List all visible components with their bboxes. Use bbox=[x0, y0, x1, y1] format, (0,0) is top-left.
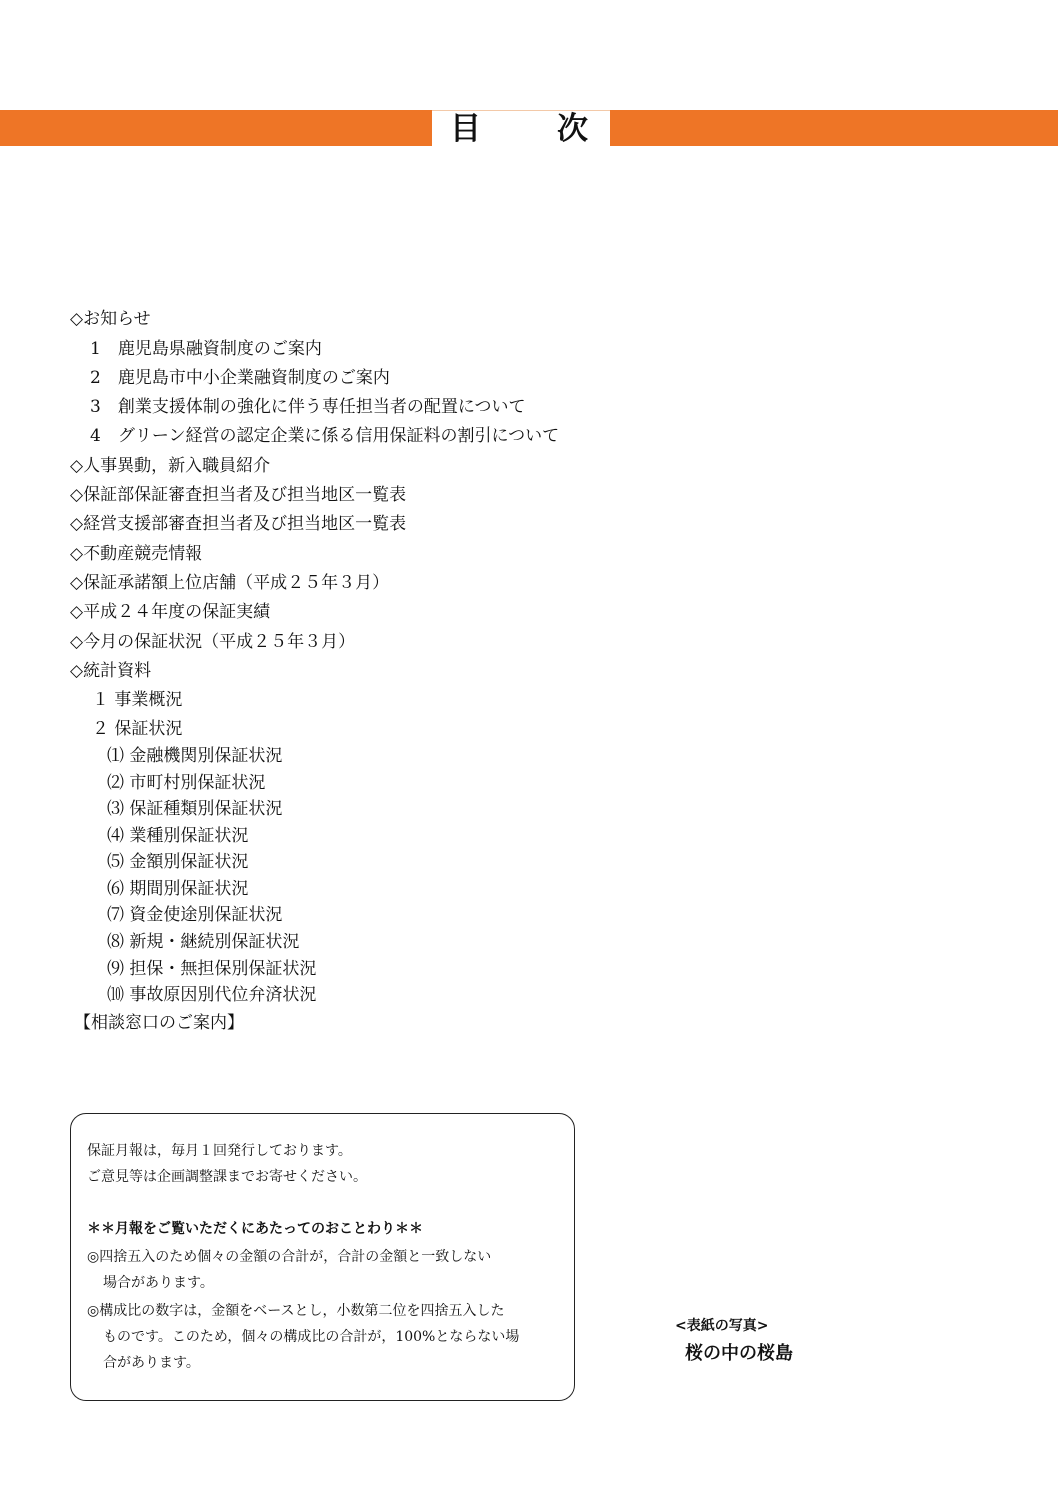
toc-section-notices: ◇お知らせ bbox=[70, 309, 151, 329]
header-band-right bbox=[610, 110, 1058, 146]
header-title-area bbox=[432, 110, 610, 146]
toc-subitem: ⑷ 業種別保証状況 bbox=[107, 826, 249, 846]
toc-item: 4 グリーン経営の認定企業に係る信用保証料の割引について bbox=[90, 426, 560, 446]
toc-subitem: ⑵ 市町村別保証状況 bbox=[107, 773, 266, 793]
toc-section: ◇今月の保証状況（平成２５年３月） bbox=[70, 632, 356, 652]
page-title-char-2: 次 bbox=[557, 111, 588, 147]
notice-disclaimer-1: ◎四捨五入のため個々の金額の合計が，合計の金額と一致しない bbox=[87, 1249, 492, 1265]
toc-subitem: ⑽ 事故原因別代位弁済状況 bbox=[107, 985, 317, 1005]
toc-item: 2 鹿児島市中小企業融資制度のご案内 bbox=[90, 368, 390, 388]
toc-section-consultation: 【相談窓口のご案内】 bbox=[74, 1013, 244, 1033]
header-band-left bbox=[0, 110, 432, 146]
toc-subitem: ⑴ 金融機関別保証状況 bbox=[107, 746, 283, 766]
notice-disclaimer-1-cont: 場合があります。 bbox=[103, 1275, 214, 1291]
notice-feedback: ご意見等は企画調整課までお寄せください。 bbox=[87, 1169, 367, 1185]
notice-disclaimer-2-cont: ものです。このため，個々の構成比の合計が，100%とならない場 bbox=[103, 1329, 520, 1345]
toc-subitem: ⑸ 金額別保証状況 bbox=[107, 852, 249, 872]
notice-publication: 保証月報は，毎月１回発行しております。 bbox=[87, 1143, 352, 1159]
toc-item: 1 鹿児島県融資制度のご案内 bbox=[90, 339, 322, 359]
toc-subitem: ⑺ 資金使途別保証状況 bbox=[107, 905, 283, 925]
header-band bbox=[0, 110, 1058, 146]
page-title-char-1: 目 bbox=[450, 111, 481, 147]
toc-item: 3 創業支援体制の強化に伴う専任担当者の配置について bbox=[90, 397, 526, 417]
cover-photo-title: 桜の中の桜島 bbox=[685, 1343, 793, 1364]
toc-subitem: ⑼ 担保・無担保別保証状況 bbox=[107, 959, 317, 979]
notice-box bbox=[70, 1113, 575, 1401]
toc-subitem: ⑶ 保証種類別保証状況 bbox=[107, 799, 283, 819]
notice-disclaimer-2-end: 合があります。 bbox=[103, 1355, 200, 1371]
cover-photo-label: <表紙の写真> bbox=[675, 1318, 769, 1334]
toc-item: １ 事業概況 bbox=[92, 690, 183, 710]
toc-item: ２ 保証状況 bbox=[92, 719, 183, 739]
toc-section: ◇保証部保証審査担当者及び担当地区一覧表 bbox=[70, 485, 407, 505]
toc-section: ◇経営支援部審査担当者及び担当地区一覧表 bbox=[70, 514, 407, 534]
toc-subitem: ⑹ 期間別保証状況 bbox=[107, 879, 249, 899]
toc-section: ◇保証承諾額上位店舗（平成２５年３月） bbox=[70, 573, 390, 593]
toc-section: ◇不動産競売情報 bbox=[70, 544, 203, 564]
notice-disclaimer-heading: ＊＊月報をご覧いただくにあたってのおことわり＊＊ bbox=[87, 1221, 423, 1237]
toc-subitem: ⑻ 新規・継続別保証状況 bbox=[107, 932, 300, 952]
toc-section-statistics: ◇統計資料 bbox=[70, 661, 152, 681]
toc-section: ◇平成２４年度の保証実績 bbox=[70, 602, 271, 622]
notice-disclaimer-2: ◎構成比の数字は，金額をベースとし，小数第二位を四捨五入した bbox=[87, 1303, 505, 1319]
toc-section: ◇人事異動，新入職員紹介 bbox=[70, 456, 271, 476]
